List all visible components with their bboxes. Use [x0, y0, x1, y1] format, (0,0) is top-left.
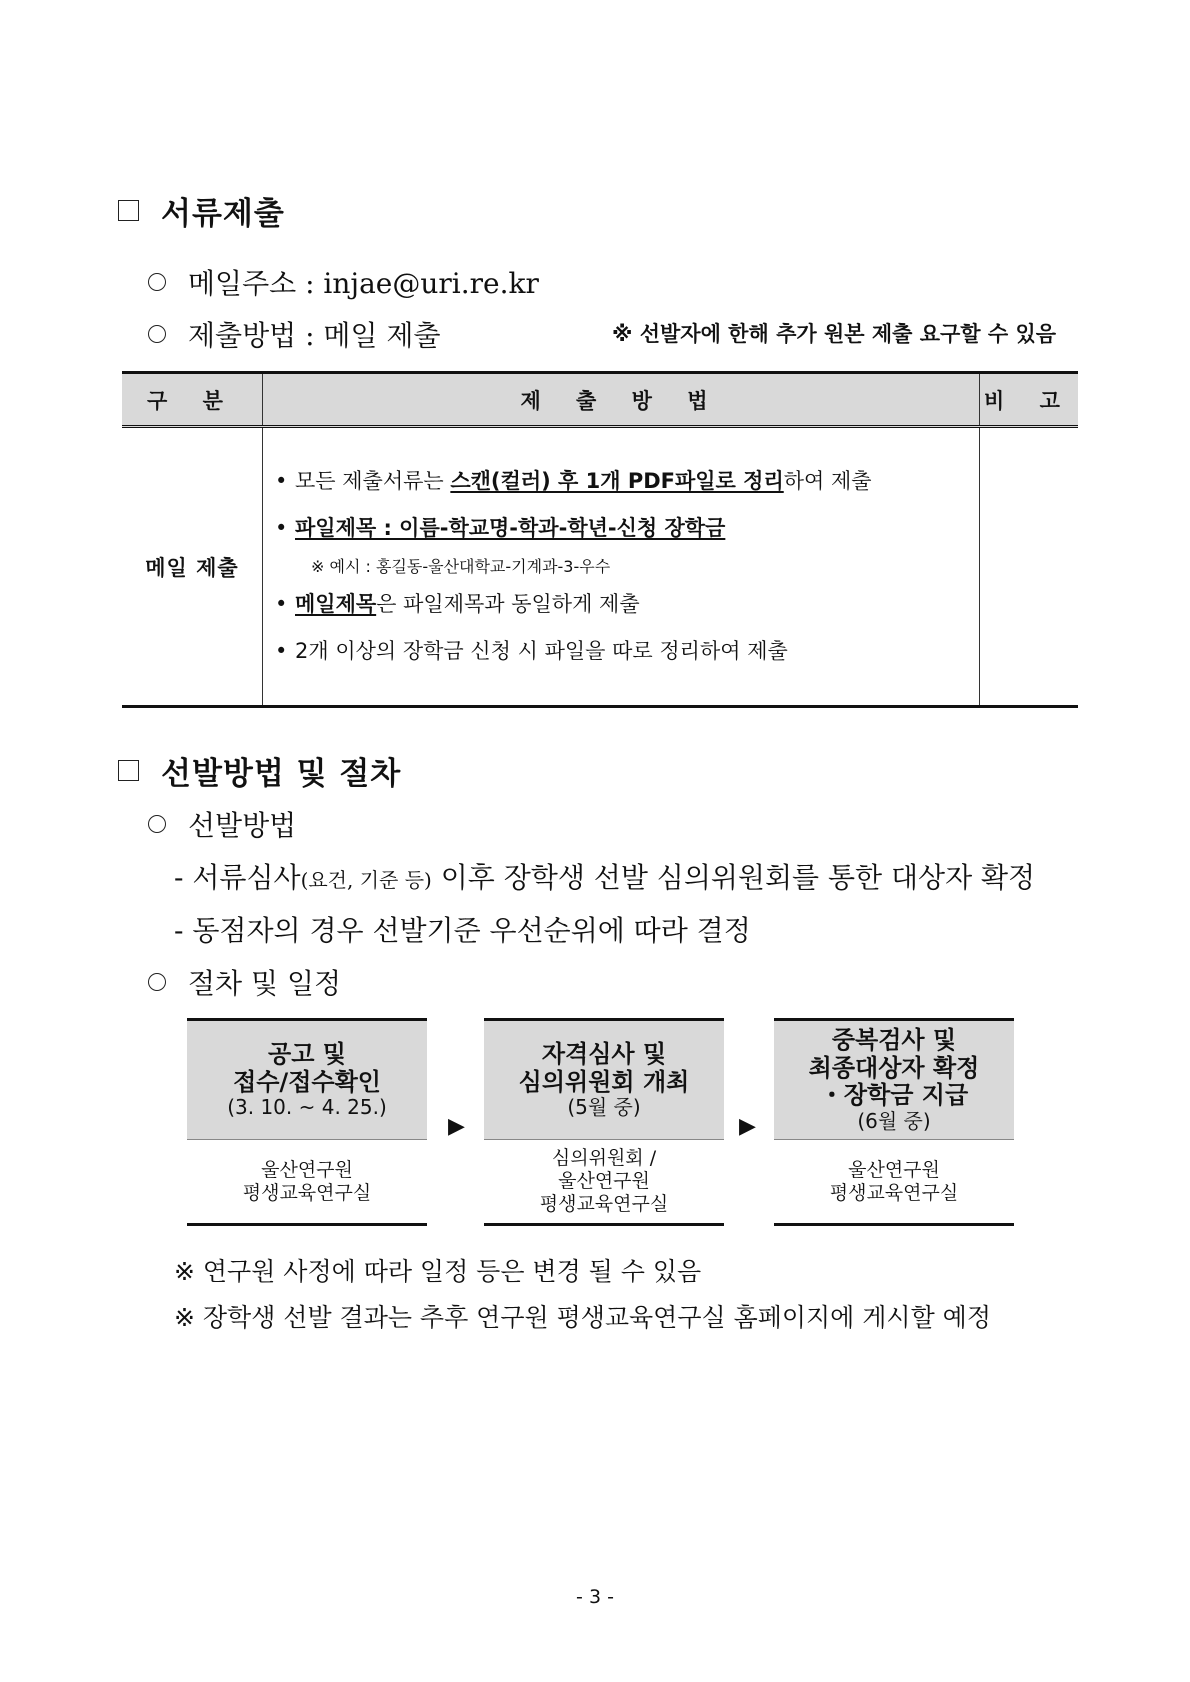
- flow-arrow-icon: ▶: [448, 1114, 465, 1139]
- bullet1-emphasis: 스캔(컬러) 후 1개 PDF파일로 정리: [450, 468, 784, 493]
- selection-dash-1: [174, 856, 1035, 896]
- flow-step-1-header: [187, 1018, 427, 1140]
- bullet2-emphasis: 파일제목 : 이름-학교명-학과-학년-신청 장학금: [295, 515, 726, 540]
- example-note: ※ 예시 : 홍길동-울산대학교-기계과-3-우수: [311, 556, 611, 576]
- table-row: [122, 427, 1078, 707]
- footnote: ※ 연구원 사정에 따라 일정 등은 변경 될 수 있음: [174, 1257, 702, 1286]
- flow-org: 울산연구원: [848, 1158, 940, 1181]
- bullet1-text-end: 하여 제출: [783, 468, 872, 493]
- page-number: - 3 -: [576, 1586, 614, 1608]
- remark-cell: [980, 427, 1079, 707]
- flow-step-date: (5월 중): [567, 1095, 641, 1120]
- flow-step-2-org: [484, 1140, 724, 1226]
- flow-step-3-header: [774, 1018, 1014, 1140]
- section-title: 서류제출: [161, 196, 285, 232]
- flow-org: 평생교육연구실: [539, 1192, 669, 1215]
- circle-bullet-icon: [148, 325, 166, 343]
- selection-method-title: 선발방법: [188, 809, 297, 842]
- table-header-category: 구 분: [122, 373, 263, 427]
- section-heading-selection: [118, 748, 401, 793]
- email-text: 메일주소 : injae@uri.re.kr: [188, 267, 539, 300]
- flow-org: 울산연구원: [558, 1170, 650, 1193]
- circle-bullet-icon: [148, 973, 166, 991]
- table-header-remark: 비 고: [980, 373, 1079, 427]
- list-item: [275, 592, 979, 617]
- bullet4-text: 2개 이상의 장학금 신청 시 파일을 따로 정리하여 제출: [295, 639, 788, 664]
- flow-step-title: 최종대상자 확정: [808, 1053, 980, 1082]
- flow-step-title: 접수/접수확인: [233, 1067, 381, 1096]
- method-cell: [263, 427, 980, 707]
- footnote: ※ 장학생 선발 결과는 추후 연구원 평생교육연구실 홈페이지에 게시할 예정: [174, 1303, 991, 1332]
- table-header-method: 제 출 방 법: [263, 373, 980, 427]
- section-title: 선발방법 및 절차: [161, 756, 402, 792]
- flow-org: 평생교육연구실: [829, 1181, 959, 1204]
- schedule-line: [148, 962, 341, 1002]
- list-item: [275, 469, 979, 494]
- checkbox-square-icon: [118, 200, 139, 221]
- flow-step-3: [774, 1018, 1014, 1226]
- bullet3-emphasis: 메일제목: [295, 592, 377, 617]
- flow-step-1-org: [187, 1140, 427, 1226]
- submission-note: ※ 선발자에 한해 추가 원본 제출 요구할 수 있음: [612, 322, 1057, 346]
- flow-step-3-org: [774, 1140, 1014, 1226]
- flow-org: 울산연구원: [261, 1158, 353, 1181]
- flow-step-title: 자격심사 및: [541, 1039, 667, 1068]
- dash1-text: - 서류심사: [174, 861, 301, 894]
- schedule-title: 절차 및 일정: [188, 967, 342, 1000]
- row-label: 메일 제출: [122, 427, 263, 707]
- flow-step-1: [187, 1018, 427, 1226]
- flow-arrow-icon: ▶: [739, 1114, 756, 1139]
- flow-step-date: (3. 10. ~ 4. 25.): [227, 1095, 387, 1120]
- method-line: [148, 314, 441, 354]
- dash1-small-text: (요건, 기준 등): [300, 868, 432, 892]
- method-list: [275, 469, 979, 665]
- dash1-text-end: 이후 장학생 선발 심의위원회를 통한 대상자 확정: [431, 861, 1036, 894]
- bullet3-text: 은 파일제목과 동일하게 제출: [376, 592, 640, 617]
- bullet1-text: 모든 제출서류는: [295, 468, 451, 493]
- section-heading-document-submission: [118, 188, 285, 233]
- flow-step-date: (6월 중): [857, 1108, 931, 1133]
- flow-step-2: [484, 1018, 724, 1226]
- flow-org: 평생교육연구실: [242, 1181, 372, 1204]
- flow-org: 심의위원회 /: [551, 1147, 657, 1170]
- flow-step-title: 공고 및: [268, 1039, 346, 1068]
- list-item: [275, 516, 979, 541]
- table-header-row: [122, 373, 1078, 427]
- email-line: [148, 262, 539, 302]
- list-item: [275, 639, 979, 664]
- selection-dash-2: - 동점자의 경우 선발기준 우선순위에 따라 결정: [174, 914, 751, 947]
- flow-step-title: 중복검사 및: [831, 1026, 957, 1055]
- method-text: 제출방법 : 메일 제출: [188, 319, 441, 352]
- circle-bullet-icon: [148, 815, 166, 833]
- submission-table: [122, 371, 1078, 708]
- selection-method-line: [148, 804, 296, 844]
- checkbox-square-icon: [118, 760, 139, 781]
- flow-step-2-header: [484, 1018, 724, 1140]
- circle-bullet-icon: [148, 273, 166, 291]
- flow-step-title: 심의위원회 개최: [518, 1067, 690, 1096]
- flow-step-title: ・장학금 지급: [819, 1081, 969, 1110]
